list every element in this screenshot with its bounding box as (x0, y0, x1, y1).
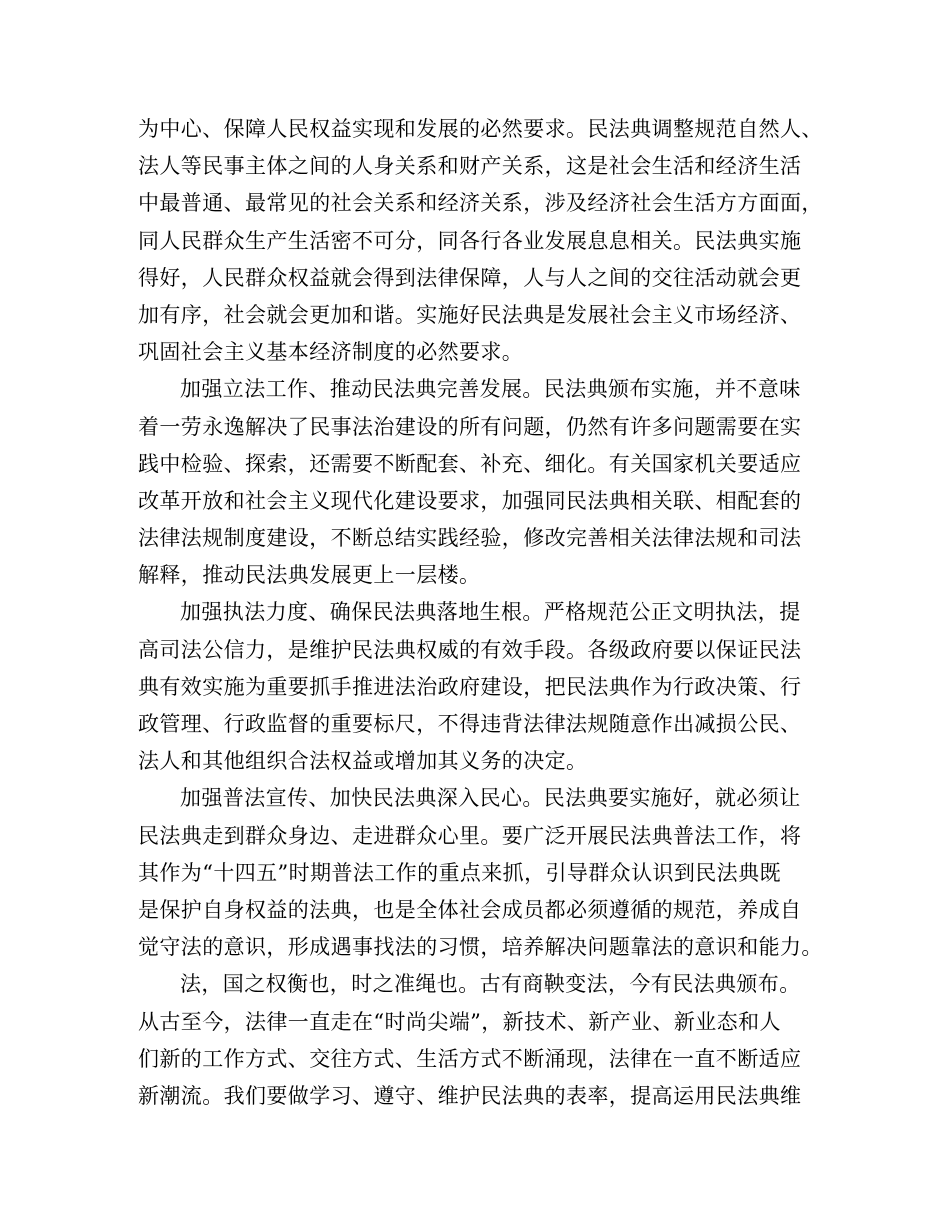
paragraph-first-line: 加强立法工作、推动民法典完善发展。民法典颁布实施，并不意味 (180, 377, 801, 402)
text-line: 法律法规制度建设，不断总结实践经验，修改完善相关法律法规和司法 (138, 526, 802, 551)
text-line: 同人民群众生产生活密不可分，同各行各业发展息息相关。民法典实施 (138, 228, 802, 253)
text-line: 从古至今，法律一直走在“时尚尖端”，新技术、新产业、新业态和人 (138, 1009, 781, 1034)
text-line: 们新的工作方式、交往方式、生活方式不断涌现，法律在一直不断适应 (138, 1046, 802, 1071)
text-line: 加有序，社会就会更加和谐。实施好民法典是发展社会主义市场经济、 (138, 302, 802, 327)
text-line: 政管理、行政监督的重要标尺，不得违背法律法规随意作出减损公民、 (138, 712, 802, 736)
paragraph-first-line: 加强执法力度、确保民法典落地生根。严格规范公正文明执法，提 (180, 600, 801, 625)
paragraph-first-line: 加强普法宣传、加快民法典深入民心。民法典要实施好，就必须让 (180, 786, 801, 811)
document-body (138, 111, 838, 1115)
text-line: 法人等民事主体之间的人身关系和财产关系，这是社会生活和经济生活 (138, 154, 802, 179)
text-line: 高司法公信力，是维护民法典权威的有效手段。各级政府要以保证民法 (138, 637, 802, 662)
text-line: 着一劳永逸解决了民事法治建设的所有问题，仍然有许多问题需要在实 (138, 414, 802, 439)
text-line: 中最普通、最常见的社会关系和经济关系，涉及经济社会生活方方面面， (138, 191, 823, 216)
text-line: 典有效实施为重要抓手推进法治政府建设，把民法典作为行政决策、行 (138, 674, 802, 699)
text-line: 民法典走到群众身边、走进群众心里。要广泛开展民法典普法工作，将 (138, 823, 802, 848)
text-line: 得好，人民群众权益就会得到法律保障，人与人之间的交往活动就会更 (138, 265, 802, 290)
text-line: 改革开放和社会主义现代化建设要求，加强同民法典相关联、相配套的 (138, 488, 802, 513)
paragraph-first-line: 法，国之权衡也，时之准绳也。古有商鞅变法，今有民法典颁布。 (180, 972, 801, 997)
text-line: 法人和其他组织合法权益或增加其义务的决定。 (138, 749, 588, 774)
text-line: 其作为“十四五”时期普法工作的重点来抓，引导群众认识到民法典既 (138, 860, 781, 885)
text-line: 践中检验、探索，还需要不断配套、补充、细化。有关国家机关要适应 (138, 451, 802, 476)
text-line: 巩固社会主义基本经济制度的必然要求。 (138, 340, 524, 365)
text-line: 觉守法的意识，形成遇事找法的习惯，培养解决问题靠法的意识和能力。 (138, 935, 823, 960)
text-line: 是保护自身权益的法典，也是全体社会成员都必须遵循的规范，养成自 (138, 897, 802, 922)
text-line: 为中心、保障人民权益实现和发展的必然要求。民法典调整规范自然人、 (138, 117, 823, 141)
text-line: 新潮流。我们要做学习、遵守、维护民法典的表率，提高运用民法典维 (138, 1083, 802, 1108)
text-line: 解释，推动民法典发展更上一层楼。 (138, 563, 481, 588)
